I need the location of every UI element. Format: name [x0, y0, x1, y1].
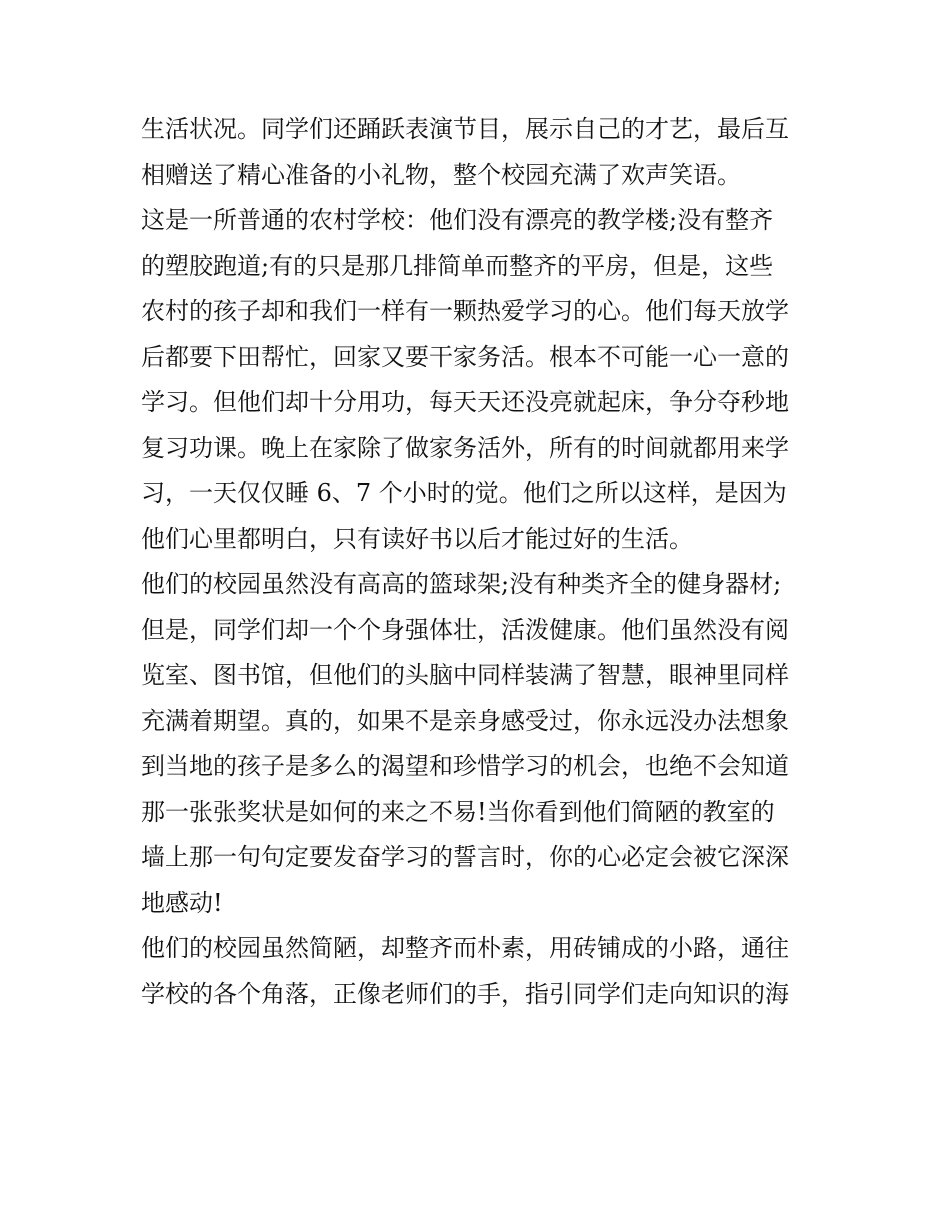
text-line: 学校的各个角落，正像老师们的手，指引同学们走向知识的海	[141, 979, 789, 1008]
text-line: 但是，同学们却一个个身强体壮，活泼健康。他们虽然没有阅	[141, 615, 789, 644]
text-line: 地感动!	[141, 888, 223, 917]
text-line: 复习功课。晚上在家除了做家务活外，所有的时间就都用来学	[141, 433, 789, 462]
text-line: 那一张张奖状是如何的来之不易!当你看到他们简陋的教室的	[141, 797, 775, 826]
text-line: 他们心里都明白，只有读好书以后才能过好的生活。	[141, 524, 693, 553]
text-line: 他们的校园虽然简陋，却整齐而朴素，用砖铺成的小路，通往	[141, 934, 789, 962]
text-line: 的塑胶跑道;有的只是那几排简单而整齐的平房，但是，这些	[141, 251, 774, 280]
text-line: 充满着期望。真的，如果不是亲身感受过，你永远没办法想象	[141, 706, 789, 735]
text-line: 生活状况。同学们还踊跃表演节目，展示自己的才艺，最后互	[141, 115, 789, 143]
text-line: 学习。但他们却十分用功，每天天还没亮就起床，争分夺秒地	[141, 388, 789, 416]
text-line: 墙上那一句句定要发奋学习的誓言时，你的心必定会被它深深	[141, 843, 789, 871]
text-line: 到当地的孩子是多么的渴望和珍惜学习的机会，也绝不会知道	[141, 752, 789, 780]
text-line: 习，一天仅仅睡 6、7 个小时的觉。他们之所以这样，是因为	[141, 479, 787, 507]
text-line: 览室、图书馆，但他们的头脑中同样装满了智慧，眼神里同样	[141, 661, 789, 689]
text-line: 这是一所普通的农村学校：他们没有漂亮的教学楼;没有整齐	[141, 206, 774, 234]
text-line: 农村的孩子却和我们一样有一颗热爱学习的心。他们每天放学	[141, 297, 789, 325]
text-line: 相赠送了精心准备的小礼物，整个校园充满了欢声笑语。	[141, 160, 741, 189]
text-line: 后都要下田帮忙，回家又要干家务活。根本不可能一心一意的	[141, 342, 789, 371]
document-body-text	[141, 107, 816, 1017]
text-line: 他们的校园虽然没有高高的篮球架;没有种类齐全的健身器材;	[141, 570, 782, 598]
